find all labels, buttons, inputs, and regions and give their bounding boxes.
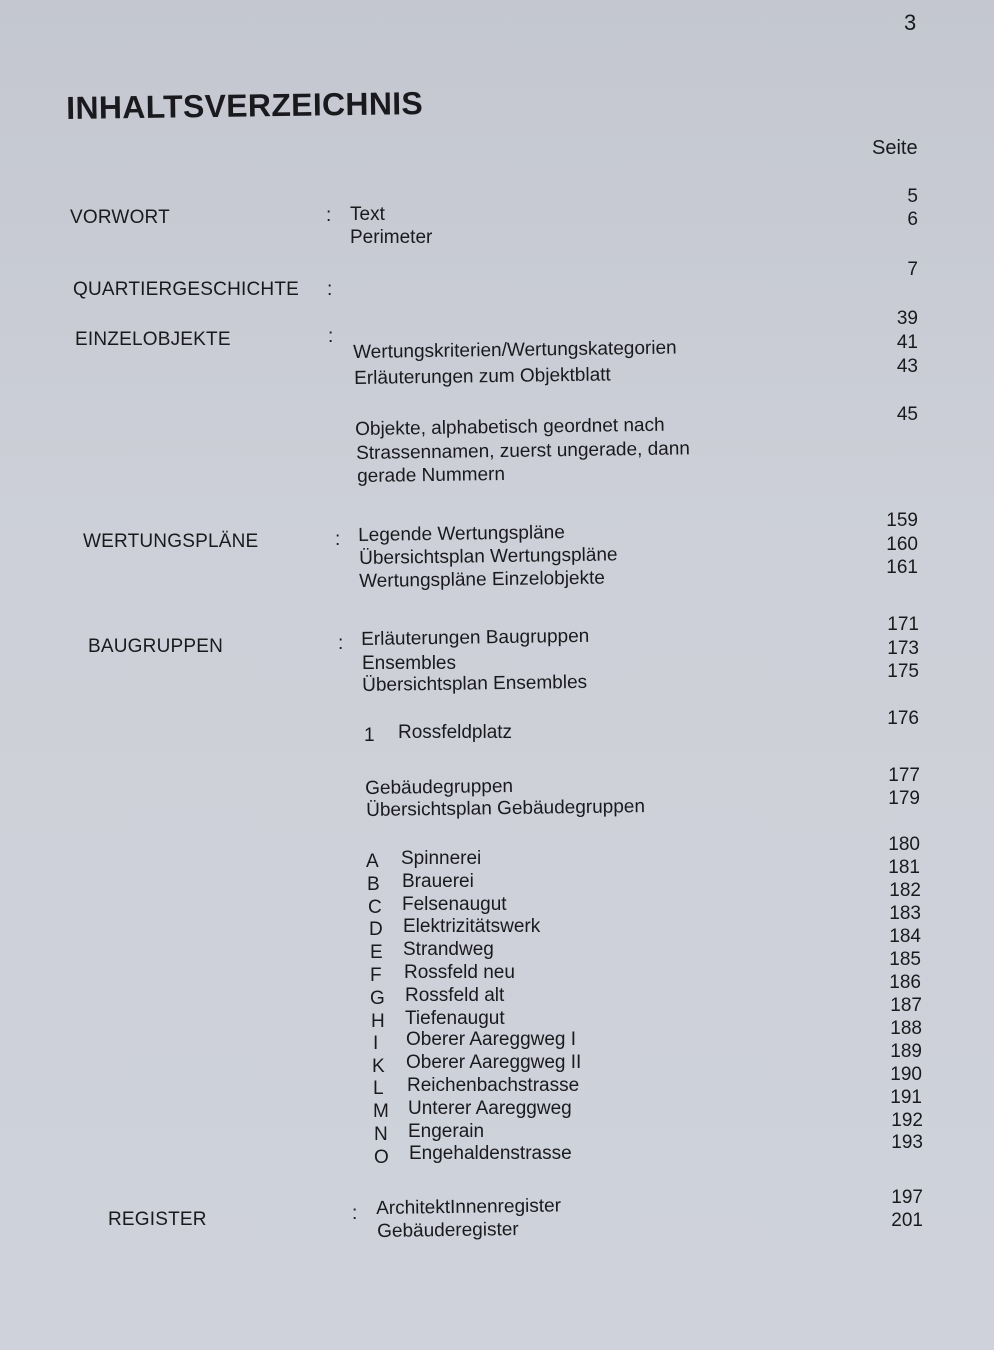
toc-entry: Erläuterungen Baugruppen bbox=[361, 625, 590, 650]
group-letter: E bbox=[370, 942, 383, 963]
group-letter: N bbox=[374, 1124, 388, 1145]
page-ref: 181 bbox=[888, 857, 920, 878]
toc-entry: Legende Wertungspläne bbox=[358, 522, 565, 546]
page-ref: 179 bbox=[888, 788, 920, 809]
section-label-quartiergeschichte: QUARTIERGESCHICHTE bbox=[73, 279, 299, 300]
group-letter: F bbox=[370, 965, 382, 986]
toc-entry: Übersichtsplan Wertungspläne bbox=[359, 544, 618, 569]
group-name: Spinnerei bbox=[401, 848, 482, 869]
section-label-register: REGISTER bbox=[108, 1209, 207, 1230]
toc-entry: Erläuterungen zum Objektblatt bbox=[354, 364, 611, 389]
group-letter: G bbox=[370, 988, 385, 1009]
section-colon: : bbox=[338, 633, 344, 654]
toc-entry: Wertungskriterien/Wertungskategorien bbox=[353, 337, 677, 363]
page-ref: 45 bbox=[896, 404, 918, 425]
page-ref: 180 bbox=[888, 834, 920, 855]
page-ref: 201 bbox=[891, 1210, 923, 1231]
ensemble-number: 1 bbox=[364, 725, 375, 746]
group-letter: L bbox=[373, 1078, 384, 1099]
page-ref: 161 bbox=[886, 557, 918, 578]
page-number: 3 bbox=[904, 10, 917, 35]
section-label-einzelobjekte: EINZELOBJEKTE bbox=[75, 329, 231, 350]
page-ref: 186 bbox=[889, 972, 921, 993]
page-title: INHALTSVERZEICHNIS bbox=[66, 85, 424, 126]
group-name: Oberer Aareggweg I bbox=[406, 1029, 577, 1050]
group-name: Reichenbachstrasse bbox=[407, 1075, 580, 1096]
page-ref: 185 bbox=[889, 949, 921, 970]
page-ref: 7 bbox=[907, 259, 918, 280]
group-name: Felsenaugut bbox=[402, 894, 507, 915]
section-colon: : bbox=[335, 529, 341, 550]
group-letter: H bbox=[371, 1011, 385, 1032]
toc-entry: Text bbox=[350, 204, 385, 225]
toc-entry: Gebäudegruppen bbox=[365, 775, 514, 799]
group-letter: A bbox=[366, 851, 379, 872]
group-letter: O bbox=[374, 1147, 389, 1168]
section-colon: : bbox=[328, 326, 334, 347]
page-ref: 171 bbox=[887, 614, 919, 635]
group-name: Rossfeld alt bbox=[405, 985, 505, 1006]
page-ref: 184 bbox=[889, 926, 921, 947]
page-ref: 173 bbox=[887, 638, 919, 659]
page-ref: 183 bbox=[889, 903, 921, 924]
group-name: Oberer Aareggweg II bbox=[406, 1052, 582, 1073]
page-ref: 193 bbox=[891, 1132, 923, 1153]
toc-entry: Übersichtsplan Gebäudegruppen bbox=[366, 796, 646, 821]
toc-entry: Strassennamen, zuerst ungerade, dann bbox=[356, 438, 691, 464]
toc-entry: gerade Nummern bbox=[357, 463, 506, 487]
toc-entry: Gebäuderegister bbox=[377, 1219, 519, 1242]
group-name: Tiefenaugut bbox=[405, 1008, 505, 1029]
page-ref: 189 bbox=[890, 1041, 922, 1062]
toc-entry: Übersichtsplan Ensembles bbox=[362, 671, 588, 696]
section-label-baugruppen: BAUGRUPPEN bbox=[88, 636, 224, 657]
page-ref: 187 bbox=[890, 995, 922, 1016]
toc-entry: Ensembles bbox=[362, 653, 456, 674]
section-label-wertungsplaene: WERTUNGSPLÄNE bbox=[83, 531, 259, 552]
group-name: Elektrizitätswerk bbox=[403, 916, 541, 937]
page-ref: 159 bbox=[886, 510, 918, 531]
page-ref: 160 bbox=[886, 534, 918, 555]
page-ref: 5 bbox=[907, 186, 918, 207]
page-ref: 176 bbox=[887, 708, 919, 729]
page-ref: 182 bbox=[889, 880, 921, 901]
group-letter: D bbox=[369, 919, 383, 940]
group-letter: M bbox=[373, 1101, 389, 1122]
group-letter: K bbox=[372, 1056, 385, 1077]
page-ref: 177 bbox=[888, 765, 920, 786]
section-colon: : bbox=[352, 1203, 358, 1224]
page-ref: 192 bbox=[891, 1110, 923, 1131]
group-name: Engerain bbox=[408, 1121, 485, 1142]
toc-entry: Objekte, alphabetisch geordnet nach bbox=[355, 414, 665, 440]
group-name: Strandweg bbox=[403, 939, 494, 960]
page-ref: 39 bbox=[896, 308, 918, 329]
page-column-header: Seite bbox=[872, 137, 918, 159]
page-ref: 43 bbox=[896, 356, 918, 377]
page-ref: 191 bbox=[890, 1087, 922, 1108]
page-ref: 190 bbox=[890, 1064, 922, 1085]
section-colon: : bbox=[326, 205, 332, 226]
group-letter: C bbox=[368, 897, 382, 918]
page-ref: 197 bbox=[891, 1187, 923, 1208]
group-letter: B bbox=[367, 874, 380, 895]
group-letter: I bbox=[373, 1033, 379, 1054]
group-name: Unterer Aareggweg bbox=[408, 1098, 572, 1119]
section-colon: : bbox=[327, 279, 333, 300]
page-ref: 6 bbox=[907, 209, 918, 230]
group-name: Engehaldenstrasse bbox=[409, 1143, 572, 1164]
group-name: Rossfeld neu bbox=[404, 962, 515, 983]
toc-entry: ArchitektInnenregister bbox=[376, 1195, 562, 1219]
page-ref: 188 bbox=[890, 1018, 922, 1039]
toc-entry: Perimeter bbox=[350, 227, 433, 248]
page-ref: 41 bbox=[896, 332, 918, 353]
section-label-vorwort: VORWORT bbox=[70, 207, 170, 228]
toc-entry: Wertungspläne Einzelobjekte bbox=[359, 567, 606, 592]
page-ref: 175 bbox=[887, 661, 919, 682]
group-name: Brauerei bbox=[402, 871, 474, 892]
toc-entry-ensemble: Rossfeldplatz bbox=[398, 722, 513, 743]
